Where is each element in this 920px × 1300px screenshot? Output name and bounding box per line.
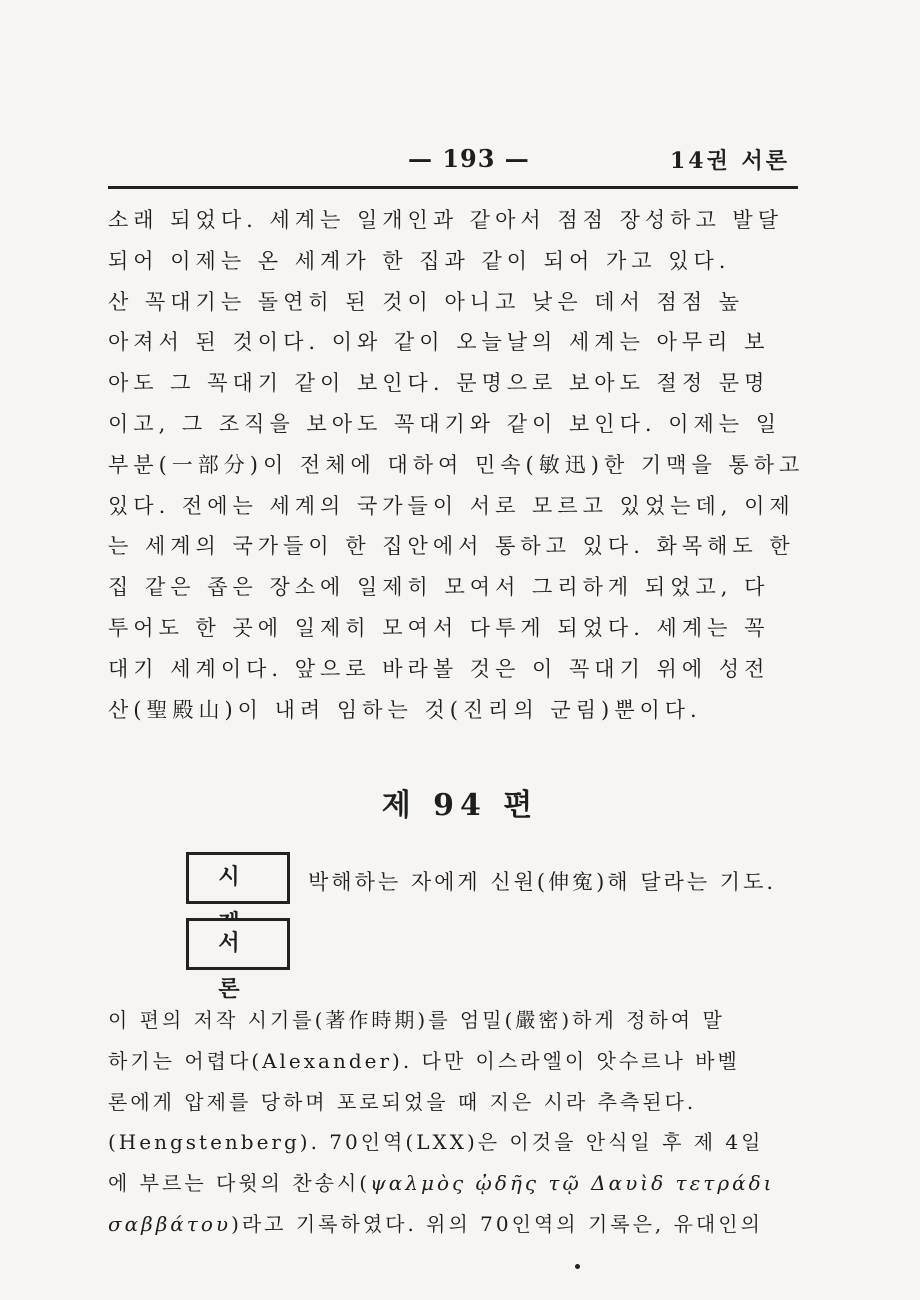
passage-2 [108,1000,828,1245]
text-line: 아도 그 꼭대기 같이 보인다. 문명으로 보아도 절정 문명 [108,371,770,396]
page-mark-dot [575,1264,580,1269]
greek-text: σαββάτου [108,1211,232,1236]
text-line: 되어 이제는 온 세계가 한 집과 같이 되어 가고 있다. [108,248,731,273]
text-segment: )라고 기록하였다. 위의 70인역의 기록은, 유대인의 [231,1211,763,1236]
text-line [108,1163,828,1204]
text-line [108,1204,828,1245]
topic-text: 박해하는 자에게 신원(伸寃)해 달라는 기도. [308,870,777,894]
text-line: 산(聖殿山)이 내려 임하는 것(진리의 군림)뿐이다. [108,697,702,722]
intro-label: 서 론 [186,918,290,970]
text-line: 는 세계의 국가들이 한 집안에서 통하고 있다. 화목해도 한 [108,534,795,559]
text-line: 있다. 전에는 세계의 국가들이 서로 모르고 있었는데, 이제 [108,493,795,518]
page-number: — 193 — [408,144,530,173]
chapter-title: 제 94 편 [381,788,539,823]
page-header [108,140,798,180]
passage-1 [108,200,808,730]
text-line: 론에게 압제를 당하며 포로되었을 때 지은 시라 추측된다. [108,1089,697,1114]
running-title: 14권 서론 [669,148,790,174]
header-rule [108,186,798,189]
text-line: 이고, 그 조직을 보아도 꼭대기와 같이 보인다. 이제는 일 [108,411,782,436]
text-line: 집 같은 좁은 장소에 일제히 모여서 그리하게 되었고, 다 [108,575,770,600]
text-line: 이 편의 저작 시기를(著作時期)를 엄밀(嚴密)하게 정하여 말 [108,1008,725,1032]
topic-label: 시 [186,852,290,904]
text-line: 부분(一部分)이 전체에 대하여 민속(敏迅)한 기맥을 통하고 [108,452,805,477]
text-segment: 에 부르는 다윗의 찬송시( [108,1171,371,1196]
text-line: 하기는 어렵다(Alexander). 다만 이스라엘이 앗수르나 바벨 [108,1048,740,1073]
greek-text: ψαλμὸς ᾠδῆς τῷ Δαυὶδ τετράδι [370,1171,775,1196]
text-line: 투어도 한 곳에 일제히 모여서 다투게 되었다. 세계는 꼭 [108,615,770,640]
text-line: 아져서 된 것이다. 이와 같이 오늘날의 세계는 아무리 보 [108,330,770,355]
text-line: (Hengstenberg). 70인역(LXX)은 이것을 안식일 후 제 4일 [108,1130,764,1155]
text-line: 산 꼭대기는 돌연히 된 것이 아니고 낮은 데서 점점 높 [108,289,745,314]
text-line: 대기 세계이다. 앞으로 바라볼 것은 이 꼭대기 위에 성전 [108,656,770,681]
text-line: 소래 되었다. 세계는 일개인과 같아서 점점 장성하고 발달 [108,208,783,232]
